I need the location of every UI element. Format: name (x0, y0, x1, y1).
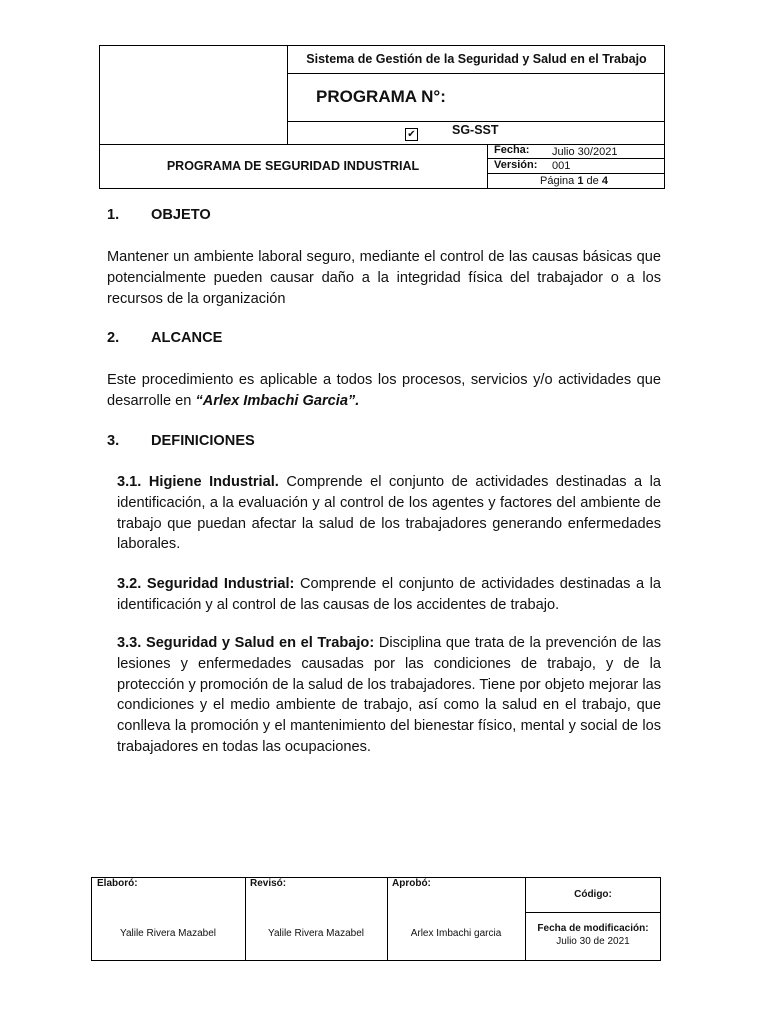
aprobo-label: Aprobó: (392, 878, 431, 889)
divider-line (99, 144, 665, 145)
system-title: Sistema de Gestión de la Seguridad y Salud en el Trabajo (306, 52, 647, 66)
section-number: 2. (107, 330, 120, 346)
definition-term: 3.2. Seguridad Industrial: (117, 576, 295, 592)
definition-item (117, 574, 661, 616)
divider-line (245, 877, 246, 961)
document-title: PROGRAMA DE SEGURIDAD INDUSTRIAL (166, 159, 420, 173)
definition-term: 3.1. Higiene Industrial. (117, 474, 279, 490)
definition-text: Comprende el conjunto de actividades destinadas a la identificación y al control de las causas de los accidentes de trabajo. (117, 576, 661, 613)
definition-term: 3.3. Seguridad y Salud en el Trabajo: (117, 635, 375, 651)
page-mid: de (586, 175, 599, 187)
elaboro-label: Elaboró: (97, 878, 138, 889)
checkbox-icon (405, 124, 418, 142)
divider-line (287, 73, 665, 74)
divider-line (487, 144, 488, 189)
divider-line (387, 877, 388, 961)
aprobo-name: Arlex Imbachi garcia (410, 928, 502, 939)
programa-label: PROGRAMA N°: (316, 87, 446, 106)
scope-text: Este procedimiento es aplicable a todos los procesos, servicios y/o actividades que desarrolle en (107, 372, 661, 409)
fecha-label: Fecha: (494, 144, 530, 156)
divider-line (525, 912, 661, 913)
page-indicator (540, 175, 608, 187)
company-name: “Arlex Imbachi Garcia”. (195, 392, 360, 409)
section-paragraph (107, 370, 661, 412)
check-mark-icon: ✔ (405, 128, 418, 141)
codigo-label: Código: (574, 889, 612, 900)
version-value: 001 (552, 160, 571, 172)
section-number: 3. (107, 433, 120, 449)
sg-sst-label: SG-SST (452, 123, 499, 137)
elaboro-name: Yalile Rivera Mazabel (120, 928, 216, 939)
definition-item (117, 472, 661, 555)
divider-line (287, 121, 665, 122)
section-title: DEFINICIONES (151, 433, 255, 449)
definition-item (117, 633, 661, 758)
section-paragraph: Mantener un ambiente laboral seguro, mediante el control de las causas básicas que potencialmente pueden causar daño a la integridad física del trabajador o a los recursos de la organización (107, 249, 661, 307)
definition-text: Disciplina que trata de la prevención de las lesiones y enfermedades causadas por las condiciones de trabajo, y de la protección y promoción de la salud de los trabajadores. Tiene por objeto mejorar las condiciones y el medio ambiente de trabajo, así como la salud en el trabajo, que conlleva la promoción y el mantenimiento del bienestar físico, mental y social de los trabajadores en todas las ocupaciones. (117, 635, 661, 755)
section-title: ALCANCE (151, 330, 223, 346)
reviso-name: Yalile Rivera Mazabel (268, 928, 364, 939)
fecha-value: Julio 30/2021 (552, 146, 618, 158)
fecha-modificacion-label: Fecha de modificación: (537, 923, 649, 934)
fecha-modificacion-value: Julio 30 de 2021 (556, 936, 630, 947)
reviso-label: Revisó: (250, 878, 287, 889)
page-prefix: Página (540, 175, 575, 187)
divider-line (487, 173, 665, 174)
section-number: 1. (107, 207, 120, 223)
definition-text: Comprende el conjunto de actividades destinadas a la identificación, a la evaluación y al control de los agentes y factores del ambiente de trabajo que puedan afectar la salud de los trabajadores generando enfermedades laborales. (117, 474, 661, 553)
section-title: OBJETO (151, 207, 211, 223)
page-total: 4 (601, 175, 608, 187)
version-label: Versión: (494, 159, 538, 171)
page-current: 1 (577, 175, 584, 187)
